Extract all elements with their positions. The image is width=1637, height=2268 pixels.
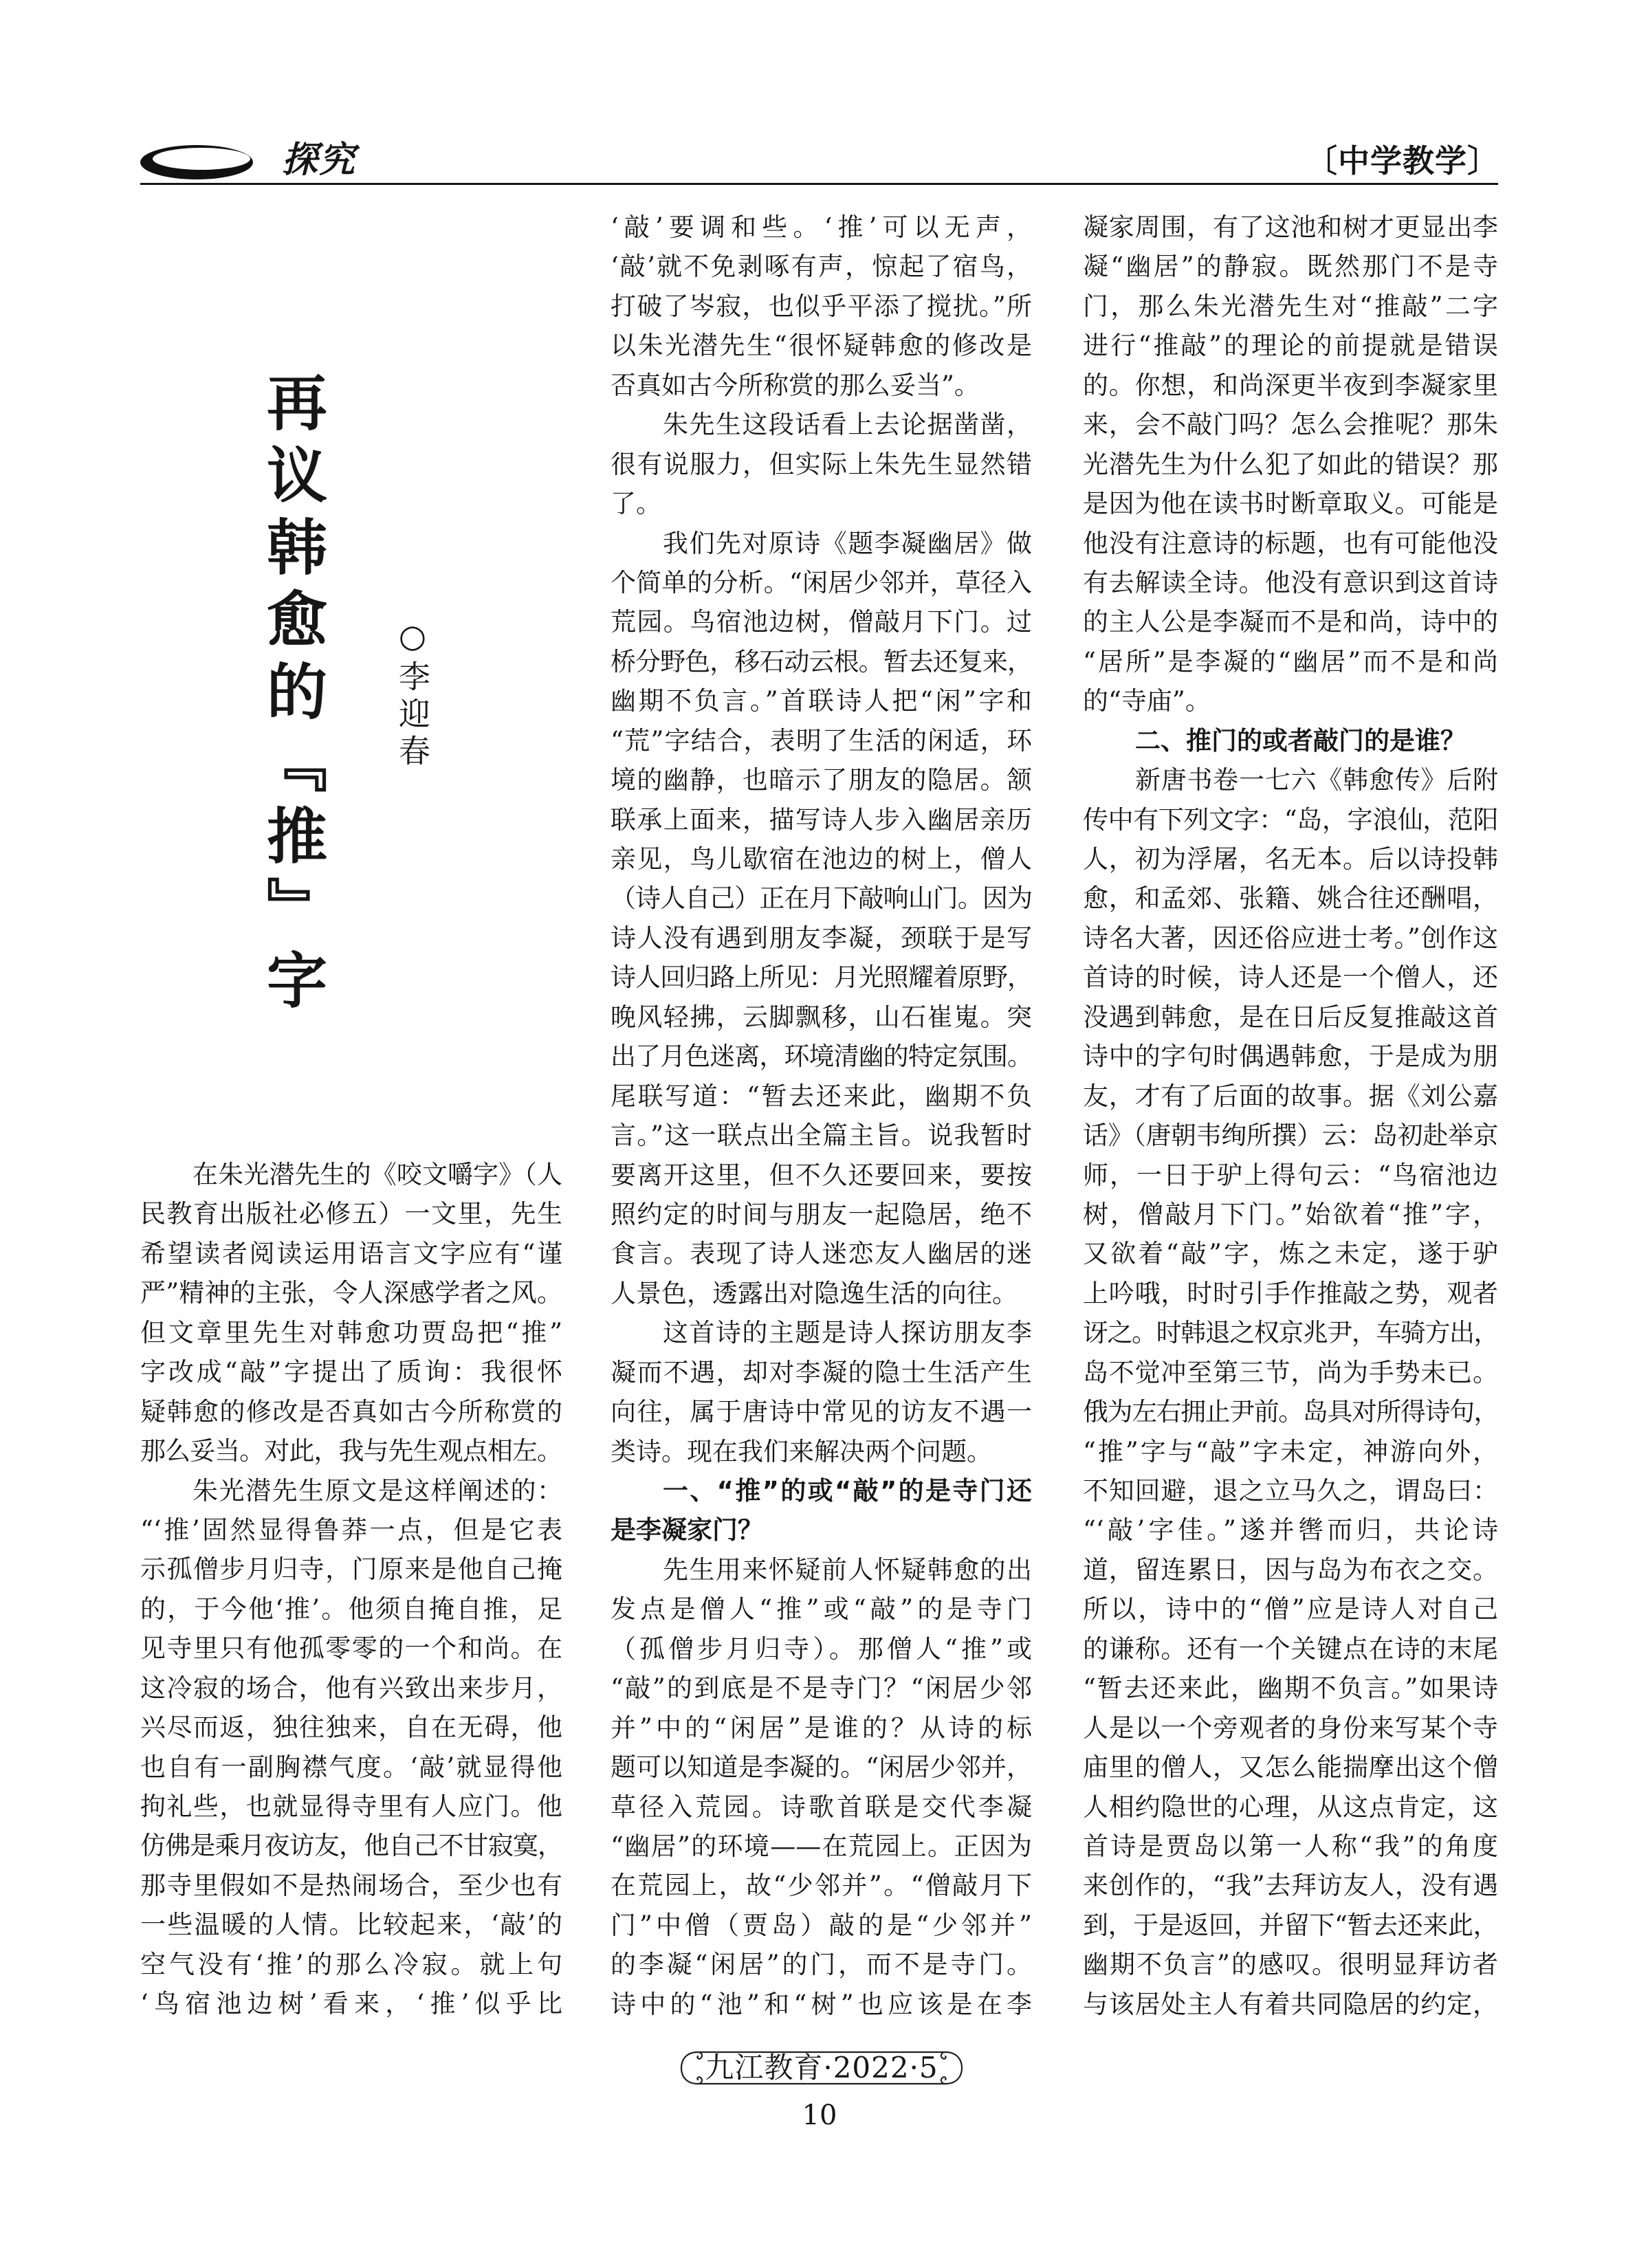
- text-line: 向往，属于唐诗中常见的访友不遇一: [611, 1397, 1032, 1427]
- text-line: 没遇到韩愈，是在日后反复推敲这首: [1083, 1002, 1498, 1032]
- text-line: 所以，诗中的“僧”应是诗人对自己: [1083, 1594, 1498, 1625]
- text-line: 话》（唐朝韦绚所撰）云：岛初赴举京: [1083, 1121, 1498, 1151]
- text-line: 先生用来怀疑前人怀疑韩愈的出: [663, 1554, 1032, 1585]
- text-line: 的，于今他‘推’。他须自掩自推，足: [140, 1594, 562, 1624]
- text-line: 是因为他在读书时断章取义。可能是: [1083, 489, 1498, 519]
- text-line: 拘礼些，也就显得寺里有人应门。他: [140, 1792, 562, 1821]
- article-column-left: [140, 1155, 562, 2024]
- text-line: 二、推门的或者敲门的是谁？: [1135, 725, 1466, 756]
- section-label: 探究: [282, 139, 357, 181]
- article-column-right: [1083, 208, 1498, 2024]
- text-line: “推”字与“敲”字未定，神游向外，: [1083, 1436, 1498, 1466]
- article-title: 再议韩愈的『推』字: [257, 371, 328, 1021]
- text-line: 首诗的时候，诗人还是一个僧人，还: [1083, 962, 1498, 993]
- text-line: 与该居处主人有着共同隐居的约定，: [1083, 1989, 1498, 2019]
- text-line: 在朱光潜先生的《咬文嚼字》（人: [193, 1160, 562, 1189]
- text-line: 诗中的字句时偶遇韩愈，于是成为朋: [1083, 1042, 1498, 1072]
- text-line: 师，一日于驴上得句云：“鸟宿池边: [1083, 1160, 1498, 1190]
- text-line: 他没有注意诗的标题，也有可能他没: [1083, 528, 1498, 558]
- text-line: “荒”字结合，表明了生活的闲适，环: [611, 725, 1032, 756]
- paragraph: [611, 1313, 1032, 1471]
- text-line: 一、“推”的或“敲”的是寺门还: [663, 1476, 1032, 1506]
- text-line: 要离开这里，但不久还要回来，要按: [611, 1160, 1032, 1190]
- paragraph: [1083, 208, 1498, 721]
- text-line: 幽期不负言。”首联诗人把“闲”字和: [611, 686, 1032, 716]
- text-line: 树，僧敲月下门。”始欲着“推”字，: [1083, 1199, 1498, 1229]
- text-line: 照约定的时间与朋友一起隐居，绝不: [611, 1199, 1032, 1229]
- page-number: 10: [802, 2100, 837, 2131]
- text-line: 凝家周围，有了这池和树才更显出李: [1083, 212, 1498, 242]
- paragraph: [611, 1550, 1032, 2024]
- text-line: 类诗。现在我们来解决两个问题。: [611, 1436, 992, 1466]
- text-line: 诗人没有遇到朋友李凝，颈联于是写: [611, 923, 1032, 953]
- text-line: 这冷寂的场合，他有兴致出来步月，: [140, 1673, 562, 1703]
- text-line: “暂去还来此，幽期不负言。”如果诗: [1083, 1673, 1498, 1704]
- text-line: （诗人自己）正在月下敲响山门。因为: [611, 883, 1032, 914]
- text-line: 进行“推敲”的理论的前提就是错误: [1083, 331, 1498, 361]
- text-line: 个简单的分析。“闲居少邻并，草径入: [611, 567, 1032, 597]
- text-line: 空气没有‘推’的那么冷寂。就上句: [140, 1949, 562, 1979]
- text-line: 传中有下列文字：“岛，字浪仙，范阳: [1083, 804, 1498, 835]
- text-line: “‘敲’字佳。”遂并辔而归，共论诗: [1083, 1515, 1498, 1545]
- text-line: 希望读者阅读运用语言文字应有“谨: [140, 1238, 562, 1268]
- text-line: 诗名大著，因还俗应进士考。”创作这: [1083, 923, 1498, 953]
- text-line: （孤僧步月归寺）。那僧人“推”或: [611, 1633, 1032, 1664]
- text-line: 境的幽静，也暗示了朋友的隐居。颔: [611, 765, 1032, 795]
- paragraph: [1083, 760, 1498, 2024]
- text-line: 俄为左右拥止尹前。岛具对所得诗句，: [1083, 1397, 1498, 1427]
- text-line: 字改成“敲”字提出了质询：我很怀: [140, 1357, 562, 1387]
- text-line: 凝而不遇，却对李凝的隐士生活产生: [611, 1357, 1032, 1387]
- text-line: 民教育出版社必修五）一文里，先生: [140, 1199, 562, 1229]
- text-line: 讶之。时韩退之权京兆尹，车骑方出，: [1083, 1318, 1498, 1348]
- text-line: 尾联写道：“暂去还来此，幽期不负: [611, 1081, 1032, 1111]
- text-line: 来创作的，“我”去拜访友人，没有遇: [1083, 1871, 1498, 1901]
- text-line: 桥分野色，移石动云根。暂去还复来，: [611, 646, 1032, 676]
- text-line: 有去解读全诗。他没有意识到这首诗: [1083, 567, 1498, 597]
- text-line: 愈，和孟郊、张籍、姚合往还酬唱，: [1083, 883, 1498, 914]
- text-line: 到，于是返回，并留下“暂去还来此，: [1083, 1910, 1498, 1940]
- paragraph: [140, 1471, 562, 2024]
- text-line: 兴尽而返，独往独来，自在无碍，他: [140, 1713, 562, 1743]
- text-line: 这首诗的主题是诗人探访朋友李: [663, 1318, 1032, 1348]
- issue-label: 九江教育·2022·5: [705, 2051, 938, 2084]
- text-line: 也自有一副胸襟气度。‘敲’就显得他: [140, 1752, 562, 1782]
- text-line: 人相约隐世的心理，从这点肯定，这: [1083, 1792, 1498, 1822]
- text-line: 门”中僧（贾岛）敲的是“少邻并”: [611, 1910, 1032, 1940]
- text-line: ‘敲’就不免剥啄有声，惊起了宿鸟，: [611, 252, 1032, 282]
- text-line: “居所”是李凝的“幽居”而不是和尚: [1083, 646, 1498, 676]
- text-line: 人是以一个旁观者的身份来写某个寺: [1083, 1713, 1498, 1743]
- text-line: “‘推’固然显得鲁莽一点，但是它表: [140, 1515, 562, 1545]
- text-line: 我们先对原诗《题李凝幽居》做: [663, 528, 1032, 558]
- text-line: 出了月色迷离，环境清幽的特定氛围。: [611, 1042, 1032, 1072]
- text-line: “幽居”的环境——在荒园上。正因为: [611, 1831, 1032, 1861]
- text-line: 食言。表现了诗人迷恋友人幽居的迷: [611, 1239, 1032, 1269]
- text-line: 光潜先生为什么犯了如此的错误？那: [1083, 449, 1498, 479]
- paragraph: [611, 405, 1032, 523]
- text-line: 的李凝“闲居”的门，而不是寺门。: [611, 1950, 1032, 1980]
- text-line: 朱先生这段话看上去论据凿凿，: [663, 410, 1032, 440]
- text-line: 一些温暖的人情。比较起来，‘敲’的: [140, 1910, 562, 1940]
- text-line: 在荒园上，故“少邻并”。“僧敲月下: [611, 1871, 1032, 1901]
- text-line: 了。: [611, 489, 661, 519]
- text-line: 晚风轻拂，云脚飘移，山石崔嵬。突: [611, 1002, 1032, 1032]
- text-line: 道，留连累日，因与岛为布衣之交。: [1083, 1554, 1498, 1585]
- text-line: 题可以知道是李凝的。“闲居少邻并，: [611, 1752, 1032, 1783]
- text-line: 否真如古今所称赏的那么妥当”。: [611, 370, 980, 400]
- journal-logo-icon: [138, 141, 259, 182]
- text-line: 人景色，透露出对隐逸生活的向往。: [611, 1278, 1018, 1308]
- text-line: 的“寺庙”。: [1083, 686, 1211, 716]
- text-line: 凝“幽居”的静寂。既然那门不是寺: [1083, 252, 1498, 282]
- paragraph: [140, 1155, 562, 1471]
- text-line: 的。你想，和尚深更半夜到李凝家里: [1083, 370, 1498, 400]
- text-line: 草径入荒园。诗歌首联是交代李凝: [611, 1792, 1032, 1822]
- paragraph: [611, 208, 1032, 405]
- text-line: 那么妥当。对此，我与先生观点相左。: [140, 1436, 562, 1466]
- text-line: 并”中的“闲居”是谁的？从诗的标: [611, 1713, 1032, 1743]
- text-line: 上吟哦，时时引手作推敲之势，观者: [1083, 1278, 1498, 1308]
- text-line: 新唐书卷一七六《韩愈传》后附: [1135, 765, 1498, 795]
- text-line: 严”精神的主张，令人深感学者之风。: [140, 1278, 562, 1308]
- text-line: 来，会不敲门吗？怎么会推呢？那朱: [1083, 410, 1498, 440]
- text-line: 见寺里只有他孤零零的一个和尚。在: [140, 1633, 562, 1664]
- text-line: 以朱光潜先生“很怀疑韩愈的修改是: [611, 331, 1032, 361]
- text-line: 的主人公是李凝而不是和尚，诗中的: [1083, 607, 1498, 637]
- article-column-middle: [611, 208, 1032, 2024]
- text-line: 疑韩愈的修改是否真如古今所称赏的: [140, 1396, 562, 1427]
- text-line: 幽期不负言”的感叹。很明显拜访者: [1083, 1950, 1498, 1980]
- header-rule: [140, 183, 1498, 185]
- text-line: ‘敲’要调和些。‘推’可以无声，: [611, 212, 1032, 242]
- text-line: 发点是僧人“推”或“敲”的是寺门: [611, 1594, 1032, 1625]
- text-line: 示孤僧步月归寺，门原来是他自己掩: [140, 1554, 562, 1585]
- text-line: 是李凝家门？: [611, 1515, 763, 1545]
- text-line: 诗中的“池”和“树”也应该是在李: [611, 1989, 1032, 2019]
- section-heading: [611, 1471, 1032, 1550]
- text-line: 朱光潜先生原文是这样阐述的：: [193, 1475, 562, 1506]
- text-line: 荒园。鸟宿池边树，僧敲月下门。过: [611, 607, 1032, 637]
- text-line: 联承上面来，描写诗人步入幽居亲历: [611, 804, 1032, 835]
- text-line: 门，那么朱光潜先生对“推敲”二字: [1083, 291, 1498, 321]
- text-line: 诗人回归路上所见：月光照耀着原野，: [611, 962, 1032, 993]
- text-line: 岛不觉冲至第三节，尚为手势未已。: [1083, 1357, 1498, 1387]
- text-line: 言。”这一联点出全篇主旨。说我暂时: [611, 1121, 1032, 1151]
- text-line: 的谦称。还有一个关键点在诗的末尾: [1083, 1633, 1498, 1664]
- text-line: “敲”的到底是不是寺门？“闲居少邻: [611, 1673, 1032, 1704]
- paragraph: [611, 524, 1032, 1314]
- section-heading: [1083, 721, 1498, 760]
- text-line: 亲见，鸟儿歇宿在池边的树上，僧人: [611, 844, 1032, 874]
- text-line: 但文章里先生对韩愈功贾岛把“推”: [140, 1317, 562, 1347]
- column-label: 〔中学教学〕: [1306, 142, 1499, 179]
- text-line: 打破了岑寂，也似乎平添了搅扰。”所: [611, 291, 1032, 321]
- author-byline: ○李迎春: [394, 617, 431, 771]
- text-line: 首诗是贾岛以第一人称“我”的角度: [1083, 1831, 1498, 1861]
- text-line: 那寺里假如不是热闹场合，至少也有: [140, 1870, 562, 1900]
- text-line: 人，初为浮屠，名无本。后以诗投韩: [1083, 844, 1498, 874]
- text-line: ‘鸟宿池边树’看来，‘推’似乎比: [140, 1989, 562, 2019]
- text-line: 仿佛是乘月夜访友，他自己不甘寂寞，: [140, 1831, 562, 1861]
- text-line: 又欲着“敲”字，炼之未定，遂于驴: [1083, 1239, 1498, 1269]
- text-line: 友，才有了后面的故事。据《刘公嘉: [1083, 1081, 1498, 1111]
- text-line: 庙里的僧人，又怎么能揣摩出这个僧: [1083, 1752, 1498, 1783]
- text-line: 很有说服力，但实际上朱先生显然错: [611, 449, 1032, 479]
- text-line: 不知回避，退之立马久之，谓岛曰：: [1083, 1476, 1498, 1506]
